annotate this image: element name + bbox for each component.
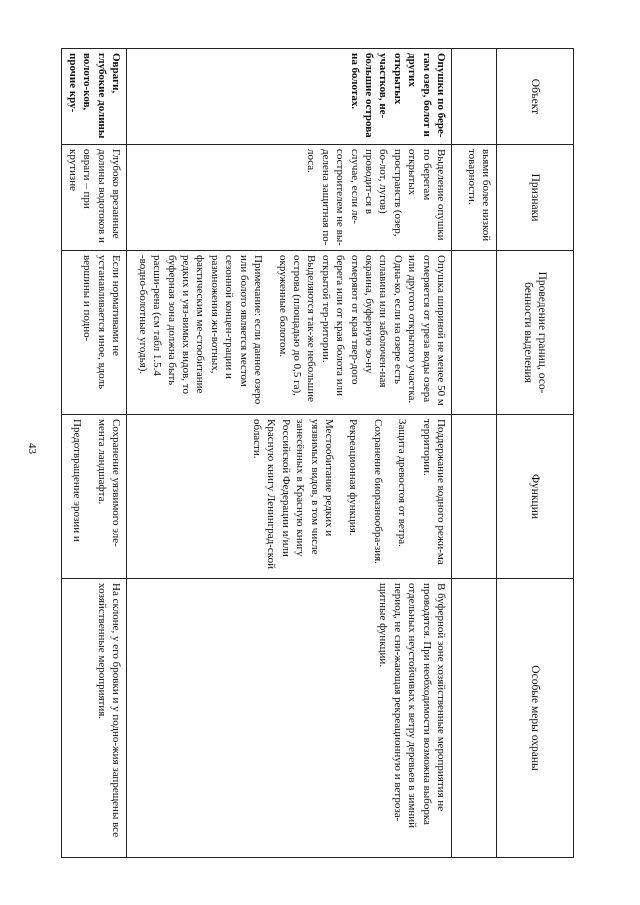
function-item: Местообитание редких и уязвимых видов, в том числе занесённых в Красную книгу Российской Федерации и/или Красную книгу Ленинград-ской области.	[250, 419, 335, 569]
function-item: Сохранение уязвимого эле-мента ландшафта.	[95, 419, 122, 547]
cell-functions	[452, 415, 497, 579]
table-row	[127, 49, 452, 858]
header-signs: Признаки	[497, 145, 574, 251]
table-row	[62, 49, 127, 858]
cell-signs: Выделение опушки по берегам открытых пространств (озер, бо-лот, лугов) проводит-ся в случае, если ле-состроителем не вы-делена защитная по-лоса.	[127, 145, 452, 251]
function-item: Предотвращение эрозии и	[71, 419, 84, 542]
function-item: Рекреационная функция.	[347, 419, 360, 536]
cell-functions	[127, 415, 452, 579]
header-boundaries: Проведение границ, осо-бенности выделения	[497, 251, 574, 415]
function-item: Защита древостоя от ветра.	[396, 419, 409, 547]
rotated-table-container	[66, 48, 574, 857]
cell-measures: В буферной зоне хозяйственные мероприятия не проводятся. При необходимости возможна выборка отдельных неустойчивых к ветру деревьев в зимний период, не сни-жающая рекреационную и ветроза-щитные функции.	[127, 579, 452, 858]
header-measures: Особые меры охраны	[497, 579, 574, 858]
boundaries-paragraph: Опушка шириной не менее 50 м отмеряется от уреза воды озера или другого открытого участка. Одна-ко, если на озере есть сплавина или заболочен-ная окраина, буферную зо-ну отмеряют от края твер-дого берега или от края болота или открытой тер-ритории. Выделяются так-же небольшие острова (площадью до 0,5 га), окруженные болотом.	[276, 255, 447, 406]
table-header-row	[497, 49, 574, 858]
cell-boundaries	[452, 251, 497, 415]
cell-object: Овраги, глубокие долины волото-ков, прочие кру-	[62, 49, 127, 145]
header-functions: Функции	[497, 415, 574, 579]
cell-boundaries	[127, 251, 452, 415]
page-number: 43	[26, 443, 38, 454]
function-item: Сохранение биоразнообра-зия.	[371, 419, 384, 564]
boundaries-note: Примечание: если данное озеро или болото является местом сезонной концен-трации и размножения жи-вотных, фактическим ме-стообитание редких и уяз-вимых видов, то буферная зона должна быть расши-рена (см табл 1.5.4 -водно-болотные угодья).	[136, 255, 265, 405]
cell-object	[452, 49, 497, 145]
protection-table	[61, 48, 574, 858]
cell-boundaries: Если нормативами не устанавливается иное, вдоль вершины и подно-	[62, 251, 127, 415]
cell-measures: На склоне, у его бровки и у подно-жия запрещены все хозяйственные мероприятия.	[62, 579, 127, 858]
table-row	[452, 49, 497, 858]
header-object: Объект	[497, 49, 574, 145]
function-item: Поддержание водного режи-ма территории.	[420, 419, 447, 565]
cell-object: Опушки по бере-гам озер, болот и других открытых участков, не-большие острова на болотах.	[127, 49, 452, 145]
cell-measures	[452, 579, 497, 858]
cell-functions	[62, 415, 127, 579]
cell-signs: вьями более низкой товарности.	[452, 145, 497, 251]
cell-signs: Глубоко врезанные долины водотоков и овраги – при крутизне	[62, 145, 127, 251]
